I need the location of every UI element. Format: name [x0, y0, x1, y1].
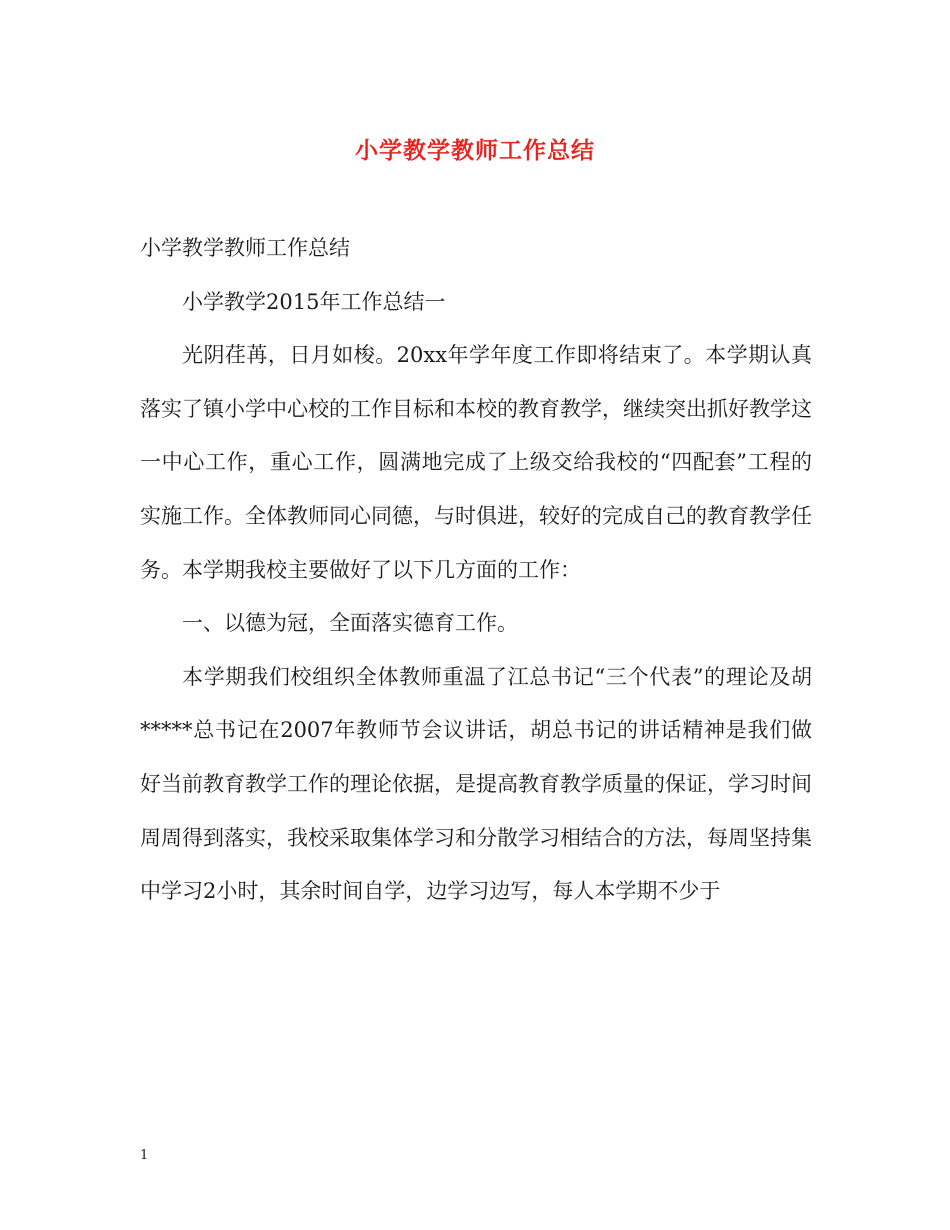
- paragraph-section-heading: 小学教学2015年工作总结一: [182, 289, 446, 314]
- paragraph-point-one: 一、以德为冠，全面落实德育工作。: [182, 611, 518, 636]
- paragraph-intro: 光阴荏苒，日月如梭。20xx年学年度工作即将结束了。本学期认真落实了镇小学中心校的工作目标和本校的教育教学，继续突出抓好教学这一中心工作，重心工作，圆满地完成了上级交给我校的“四配套”工程的实施工作。全体教师同心同德，与时俱进，较好的完成自己的教育教学任务。本学期我校主要做好了以下几方面的工作：: [140, 343, 812, 582]
- paragraph-subtitle: 小学教学教师工作总结: [140, 236, 350, 260]
- paragraph-study: 本学期我们校组织全体教师重温了江总书记“三个代表”的理论及胡*****总书记在2007年教师节会议讲话，胡总书记的讲话精神是我们做好当前教育教学工作的理论依据，是提高教育教学质量的保证，学习时间周周得到落实，我校采取集体学习和分散学习相结合的方法，每周坚持集中学习2小时，其余时间自学，边学习边写，每人本学期不少于: [140, 664, 812, 904]
- document-body: [140, 222, 812, 919]
- page-number: 1: [140, 1148, 149, 1163]
- document-title: 小学教学教师工作总结: [355, 137, 595, 164]
